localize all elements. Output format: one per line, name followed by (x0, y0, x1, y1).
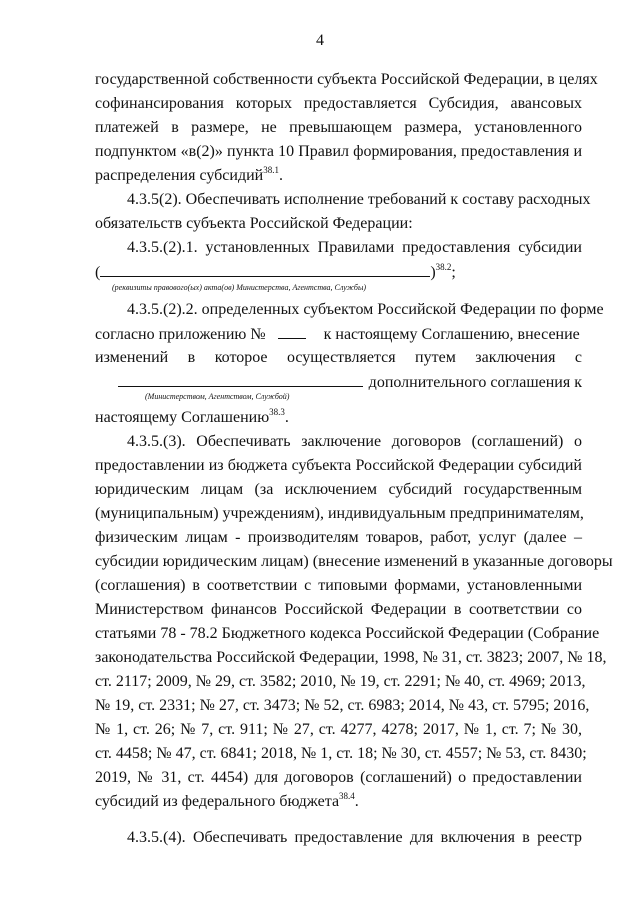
paragraph-start: 4.3.5.(4). Обеспечивать предоставление для включения в реестр (127, 829, 582, 846)
text-line: (соглашения) в соответствии с типовыми формами, установленными (95, 577, 582, 594)
text-line: предоставлении из бюджета субъекта Российской Федерации субсидий (95, 457, 582, 474)
text-line: ст. 2117; 2009, № 29, ст. 3582; 2010, № 19, ст. 2291; № 40, ст. 4969; 2013, (95, 673, 586, 690)
text-line: 2019, № 31, ст. 4454) для договоров (соглашений) о предоставлении (95, 769, 582, 786)
text-line: платежей в размере, не превышающем размера, установленного (95, 119, 582, 136)
paragraph-start: 4.3.5.(2).2. определенных субъектом Российской Федерации по форме (127, 301, 604, 318)
field-caption: (Министерством, Агентством, Службой) (145, 392, 290, 401)
text-line: распределения субсидий$^{38.1}$. (95, 165, 283, 184)
footnote-ref: 38.1 (263, 165, 279, 175)
field-caption: (реквизиты правового(ых) акта(ов) Министерства, Агентства, Службы) (112, 283, 367, 292)
text-line: государственной собственности субъекта Российской Федерации, в целях (95, 71, 598, 88)
text-line: юридическим лицам (за исключением субсидий государственным (95, 481, 582, 498)
text-line: обязательств субъекта Российской Федерации: (95, 215, 413, 232)
footnote-ref: 38.2 (435, 262, 452, 272)
page-number: 4 (316, 32, 324, 49)
text-line: № 19, ст. 2331; № 27, ст. 3473; № 52, ст. 6983; 2014, № 43, ст. 5795; 2016, (95, 697, 590, 714)
text-line: ст. 4458; № 47, ст. 6841; 2018, № 1, ст. 18; № 30, ст. 4557; № 53, ст. 8430; (95, 745, 587, 762)
text-line: настоящему Соглашению$^{38.3}$. (95, 407, 289, 426)
paragraph-start: 4.3.5(2). Обеспечивать исполнение требований к составу расходных (127, 191, 591, 208)
text-line: изменений в которое осуществляется путем заключения с (95, 349, 582, 366)
text-line: законодательства Российской Федерации, 1998, № 31, ст. 3823; 2007, № 18, (95, 649, 607, 666)
text-line: Министерством финансов Российской Федерации в соответствии со (95, 601, 582, 618)
paragraph-start: 4.3.5.(2).1. установленных Правилами предоставления субсидии (127, 239, 582, 256)
blank-field (100, 262, 430, 277)
text-line: подпунктом «в(2)» пункта 10 Правил формирования, предоставления и (95, 143, 582, 160)
text-line: согласно приложению № к настоящему Соглашению, внесение (95, 326, 580, 343)
text-line: физическим лицам - производителям товаров, работ, услуг (далее – (95, 529, 582, 546)
footnote-ref: 38.3 (269, 407, 285, 417)
text-line: субсидии юридическим лицам) (внесение изменений в указанные договоры (95, 553, 613, 570)
paragraph-start: 4.3.5.(3). Обеспечивать заключение договоров (соглашений) о (127, 433, 582, 450)
footnote-ref: 38.4 (339, 791, 355, 801)
fill-in-line: ( )$^{38.2}$; (95, 262, 456, 281)
text-line: статьями 78 - 78.2 Бюджетного кодекса Российской Федерации (Собрание (95, 625, 600, 642)
text-line: субсидий из федерального бюджета$^{38.4}$. (95, 791, 359, 810)
blank-field (278, 324, 306, 339)
blank-field (118, 372, 363, 387)
text-line: № 1, ст. 26; № 7, ст. 911; № 27, ст. 4277, 4278; 2017, № 1, ст. 7; № 30, (95, 721, 582, 738)
text-line: (муниципальным) учреждениям), индивидуальным предпринимателям, (95, 505, 584, 522)
text-line: дополнительного соглашения к (95, 372, 582, 393)
text-line: софинансирования которых предоставляется Субсидия, авансовых (95, 95, 582, 112)
